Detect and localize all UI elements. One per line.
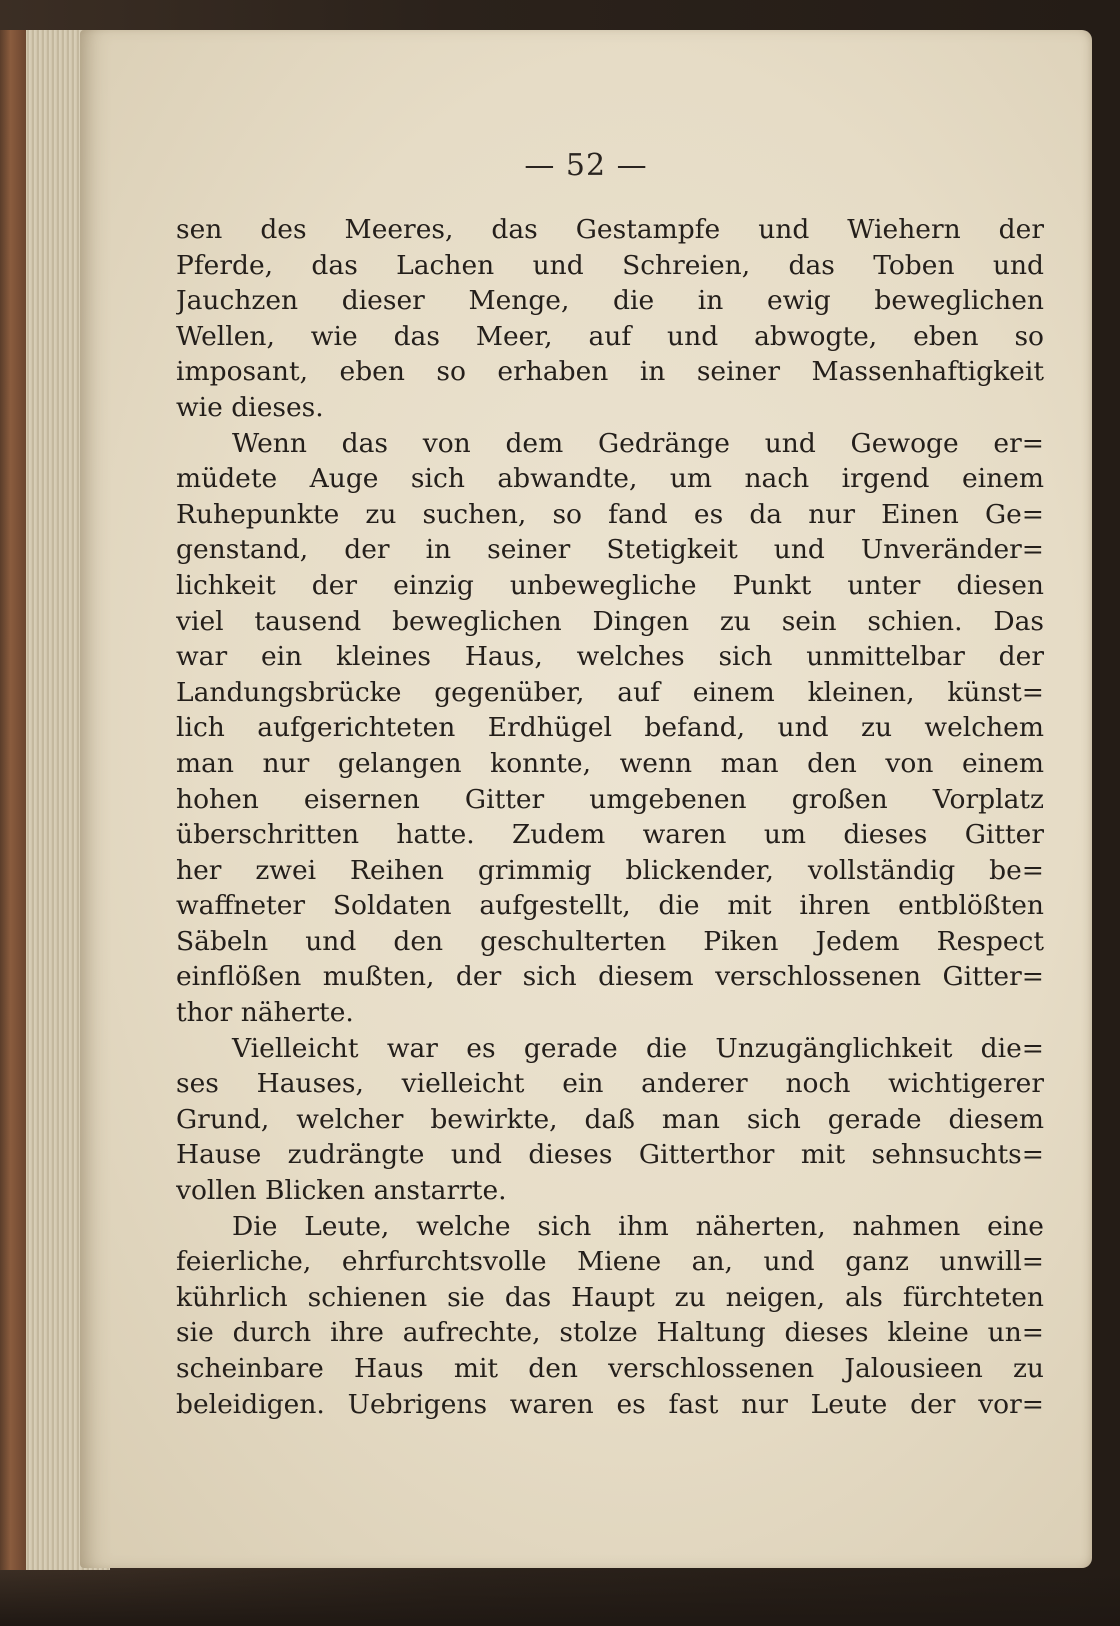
text-line: beleidigen. Uebrigens waren es fast nur Leute der vor= xyxy=(176,1388,1044,1420)
text-line: man nur gelangen konnte, wenn man den von einem xyxy=(176,747,1044,779)
text-line: scheinbare Haus mit den verschlossenen Jalousieen zu xyxy=(176,1353,1044,1384)
text-line: Vielleicht war es gerade die Unzugänglichkeit die= xyxy=(232,1032,1044,1064)
text-line: lichkeit der einzig unbewegliche Punkt unter diesen xyxy=(176,569,1044,601)
text-line: sie durch ihre aufrechte, stolze Haltung dieses kleine un= xyxy=(176,1317,1044,1349)
text-line: thor näherte. xyxy=(176,997,354,1029)
text-line: vollen Blicken anstarrte. xyxy=(176,1175,507,1207)
text-line: Die Leute, welche sich ihm näherten, nahmen eine xyxy=(232,1210,1044,1242)
text-line: hohen eisernen Gitter umgebenen großen Vorplatz xyxy=(176,783,1044,815)
text-line: kührlich schienen sie das Haupt zu neigen, als fürchteten xyxy=(176,1281,1044,1313)
text-line: einflößen mußten, der sich diesem verschlossenen Gitter= xyxy=(176,961,1044,993)
text-line: viel tausend beweglichen Dingen zu sein schien. Das xyxy=(176,605,1044,637)
text-line: wie dieses. xyxy=(176,391,324,423)
text-line: her zwei Reihen grimmig blickender, vollständig be= xyxy=(176,854,1044,886)
text-line: imposant, eben so erhaben in seiner Massenhaftigkeit xyxy=(176,356,1044,388)
text-line: Jauchzen dieser Menge, die in ewig beweglichen xyxy=(176,285,1044,317)
text-line: lich aufgerichteten Erdhügel befand, und zu welchem xyxy=(176,712,1044,744)
bottom-shadow xyxy=(0,1570,1120,1626)
text-line: feierliche, ehrfurchtsvolle Miene an, und ganz unwill= xyxy=(176,1246,1044,1278)
text-line: Pferde, das Lachen und Schreien, das Toben und xyxy=(176,249,1044,281)
text-line: war ein kleines Haus, welches sich unmittelbar der xyxy=(176,641,1044,673)
text-line: Wenn das von dem Gedränge und Gewoge er= xyxy=(232,427,1044,459)
text-line: Landungsbrücke gegenüber, auf einem kleinen, künst= xyxy=(176,676,1044,708)
text-line: Grund, welcher bewirkte, daß man sich gerade diesem xyxy=(176,1103,1044,1135)
text-line: sen des Meeres, das Gestampfe und Wiehern der xyxy=(176,214,1044,245)
body-text xyxy=(176,212,1044,1422)
page-number: — 52 — xyxy=(524,148,648,183)
text-line: müdete Auge sich abwandte, um nach irgend einem xyxy=(176,463,1044,495)
text-line: Hause zudrängte und dieses Gitterthor mit sehnsuchts= xyxy=(176,1139,1044,1171)
book-spine xyxy=(0,30,26,1570)
text-line: ses Hauses, vielleicht ein anderer noch wichtigerer xyxy=(176,1068,1044,1100)
text-line: waffneter Soldaten aufgestellt, die mit ihren entblößten xyxy=(176,890,1044,922)
text-line: Wellen, wie das Meer, auf und abwogte, eben so xyxy=(176,320,1044,352)
text-line: Ruhepunkte zu suchen, so fand es da nur Einen Ge= xyxy=(176,498,1044,530)
text-line: Säbeln und den geschulterten Piken Jedem Respect xyxy=(176,925,1044,957)
text-line: genstand, der in seiner Stetigkeit und Unveränder= xyxy=(176,534,1044,566)
text-line: überschritten hatte. Zudem waren um dieses Gitter xyxy=(176,819,1044,851)
